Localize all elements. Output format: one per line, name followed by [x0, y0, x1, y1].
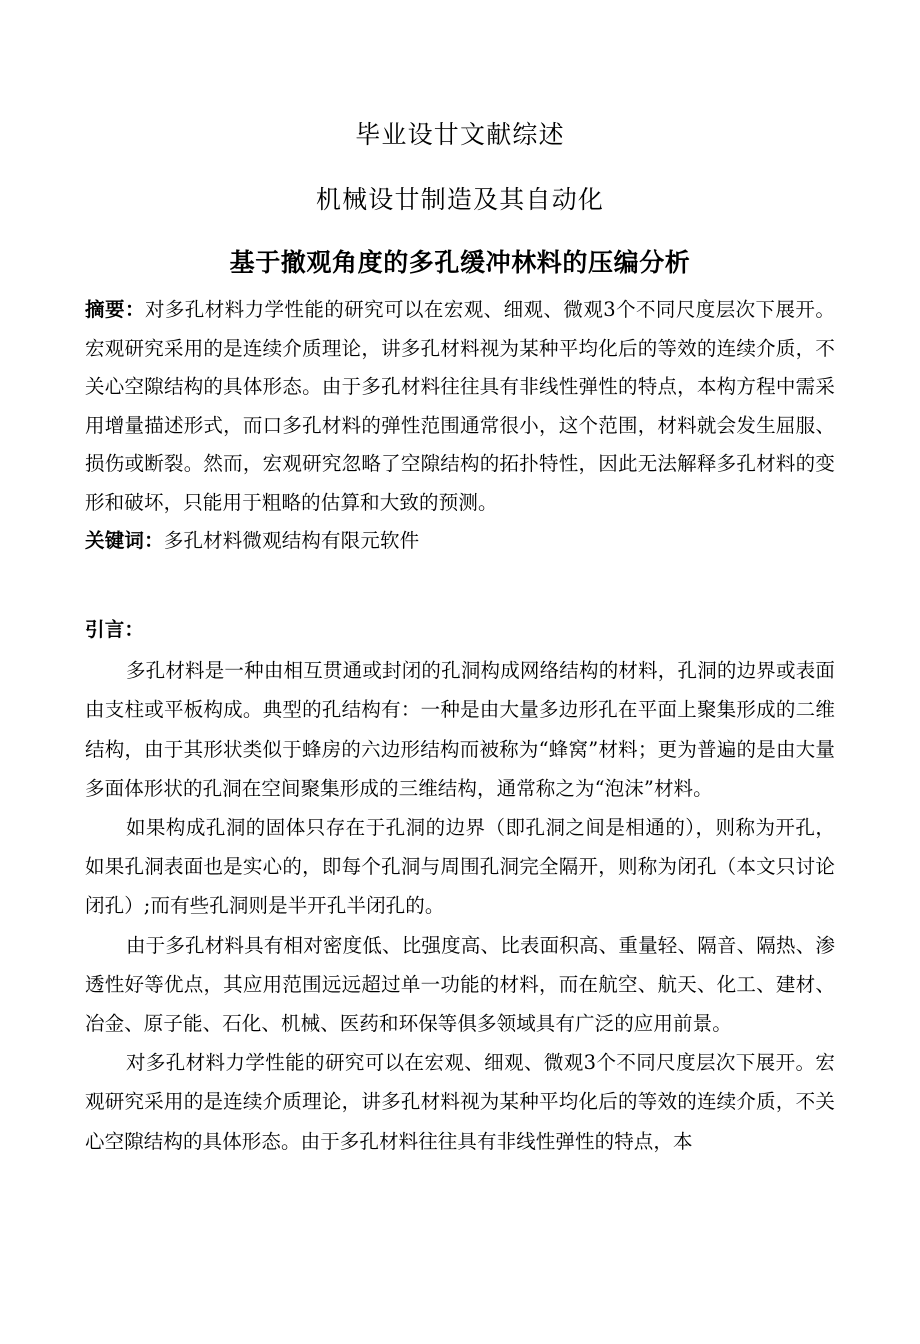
- document-title-line-3: 基于撤观角度的多孔缓冲林料的压编分析: [229, 247, 691, 277]
- introduction-paragraph-2: 如果构成孔洞的固体只存在于孔洞的边界（即孔洞之间是相通的），则称为开孔，如果孔洞表面也是实心的，即每个孔洞与周围孔洞完全隔开，则称为闭孔（本文只讨论闭孔）;而有些孔洞则是半开孔半闭孔的。: [85, 816, 835, 918]
- keywords-label: 关键词：: [85, 529, 164, 553]
- title-block: [85, 118, 835, 279]
- abstract-text: 对多孔材料力学性能的研究可以在宏观、细观、微观3个不同尺度层次下展开。宏观研究采用的是连续介质理论，讲多孔材料视为某种平均化后的等效的连续介质，不关心空隙结构的具体形态。由于多孔材料往往具有非线性弹性的特点，本构方程中需采用增量描述形式，而口多孔材料的弹性范围通常很小，这个范围，材料就会发生屈服、损伤或断裂。然而，宏观研究忽略了空隙结构的拓扑特性，因此无法解释多孔材料的变形和破坏，只能用于粗略的估算和大致的预测。: [85, 298, 835, 514]
- document-title-line-1: 毕业设廿文献综述: [355, 120, 565, 149]
- abstract-paragraph: [85, 291, 835, 522]
- document-title-line-2: 机械设廿制造及其自动化: [315, 184, 605, 214]
- keywords-text: 多孔材料微观结构有限元软件: [163, 529, 420, 553]
- abstract-label: 摘要：: [85, 298, 145, 322]
- introduction-paragraph-1: 多孔材料是一种由相互贯通或封闭的孔洞构成网络结构的材料，孔洞的边界或表面由支柱或平板构成。典型的孔结构有：一种是由大量多边形孔在平面上聚集形成的二维结构，由于其形状类似于蜂房的六边形结构而被称为“蜂窝”材料；更为普遍的是由大量多面体形状的孔洞在空间聚集形成的三维结构，通常称之为“泡沫”材料。: [85, 659, 835, 800]
- introduction-paragraph-4: 对多孔材料力学性能的研究可以在宏观、细观、微观3个不同尺度层次下展开。宏观研究采用的是连续介质理论，讲多孔材料视为某种平均化后的等效的连续介质，不关心空隙结构的具体形态。由于多孔材料往往具有非线性弹性的特点，本: [85, 1051, 835, 1153]
- introduction-paragraph-3: 由于多孔材料具有相对密度低、比强度高、比表面积高、重量轻、隔音、隔热、渗透性好等优点，其应用范围远远超过单一功能的材料，而在航空、航天、化工、建材、冶金、原子能、石化、机械、医药和环保等俱多领域具有广泛的应用前景。: [85, 933, 835, 1036]
- introduction-heading: 引言：: [85, 617, 145, 641]
- keywords-paragraph: [85, 522, 835, 561]
